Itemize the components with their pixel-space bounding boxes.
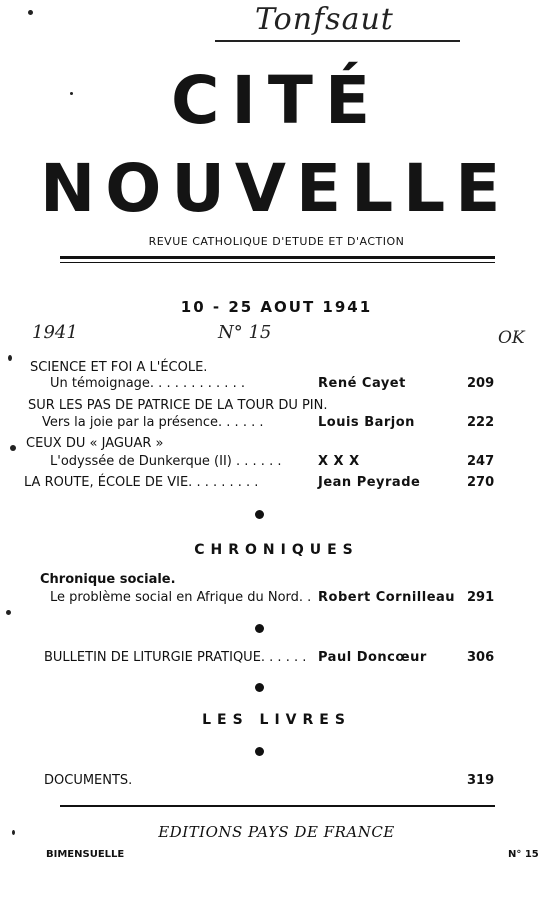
toc-section-heading: CEUX DU « JAGUAR » bbox=[26, 436, 164, 451]
footer-right: N° 15 bbox=[508, 849, 539, 860]
handwritten-ok: OK bbox=[498, 328, 525, 348]
publisher-name: EDITIONS PAYS DE FRANCE bbox=[158, 823, 395, 841]
toc-entry-4 bbox=[0, 475, 553, 497]
handwritten-year: 1941 bbox=[32, 322, 78, 343]
signature-underline bbox=[215, 40, 460, 42]
toc-title: BULLETIN DE LITURGIE PRATIQUE. . . . . . bbox=[44, 650, 307, 665]
toc-entry-3 bbox=[0, 454, 553, 476]
toc-page: 209 bbox=[467, 376, 495, 391]
toc-title: Le problème social en Afrique du Nord. . bbox=[50, 590, 312, 605]
toc-author: Paul Doncœur bbox=[318, 650, 427, 665]
issue-date: 10 - 25 AOUT 1941 bbox=[180, 298, 373, 316]
chroniques-heading: CHRONIQUES bbox=[194, 542, 359, 558]
toc-page: 222 bbox=[467, 415, 495, 430]
masthead-line2: NOUVELLE bbox=[40, 150, 511, 227]
liturgie-entry bbox=[0, 650, 553, 672]
section-bullet bbox=[255, 510, 264, 519]
section-bullet bbox=[255, 747, 264, 756]
toc-page: 291 bbox=[467, 590, 495, 605]
toc-title: L'odyssée de Dunkerque (II) . . . . . . bbox=[50, 454, 282, 469]
chronique-section-heading: Chronique sociale. bbox=[40, 572, 176, 587]
toc-title: LA ROUTE, ÉCOLE DE VIE. . . . . . . . . bbox=[24, 475, 259, 490]
footer-left: BIMENSUELLE bbox=[46, 849, 125, 860]
toc-title: Un témoignage. . . . . . . . . . . . bbox=[50, 376, 245, 391]
scan-speck bbox=[10, 445, 16, 451]
toc-page: 270 bbox=[467, 475, 495, 490]
toc-author: René Cayet bbox=[318, 376, 406, 391]
livres-entry bbox=[0, 773, 553, 795]
toc-entry-2 bbox=[0, 415, 553, 437]
scan-speck bbox=[12, 830, 15, 835]
masthead-subtitle: REVUE CATHOLIQUE D'ETUDE ET D'ACTION bbox=[148, 235, 405, 248]
masthead-rule bbox=[60, 256, 495, 259]
masthead-rule-thin bbox=[60, 262, 495, 263]
scan-speck bbox=[28, 10, 33, 15]
section-bullet bbox=[255, 624, 264, 633]
toc-entry-1 bbox=[0, 376, 553, 398]
toc-author: Robert Cornilleau bbox=[318, 590, 456, 605]
toc-page: 247 bbox=[467, 454, 495, 469]
scan-speck bbox=[70, 92, 73, 95]
toc-author: Jean Peyrade bbox=[318, 475, 421, 490]
section-bullet bbox=[255, 683, 264, 692]
scan-speck bbox=[8, 355, 12, 361]
livres-heading: LES LIVRES bbox=[202, 712, 351, 728]
toc-section-heading: SUR LES PAS DE PATRICE DE LA TOUR DU PIN. bbox=[28, 398, 328, 413]
scan-speck bbox=[6, 610, 11, 615]
toc-page: 319 bbox=[467, 773, 495, 788]
toc-page: 306 bbox=[467, 650, 495, 665]
masthead-line1: CITÉ bbox=[170, 62, 383, 139]
toc-title: DOCUMENTS. bbox=[44, 773, 133, 788]
footer-rule bbox=[60, 805, 495, 807]
handwritten-issue: N° 15 bbox=[218, 322, 272, 343]
toc-section-heading: SCIENCE ET FOI A L'ÉCOLE. bbox=[30, 360, 208, 375]
handwritten-signature: Tonfsaut bbox=[255, 2, 394, 37]
chronique-entry bbox=[0, 590, 553, 612]
toc-author: X X X bbox=[318, 454, 360, 469]
toc-author: Louis Barjon bbox=[318, 415, 415, 430]
toc-title: Vers la joie par la présence. . . . . . bbox=[42, 415, 264, 430]
